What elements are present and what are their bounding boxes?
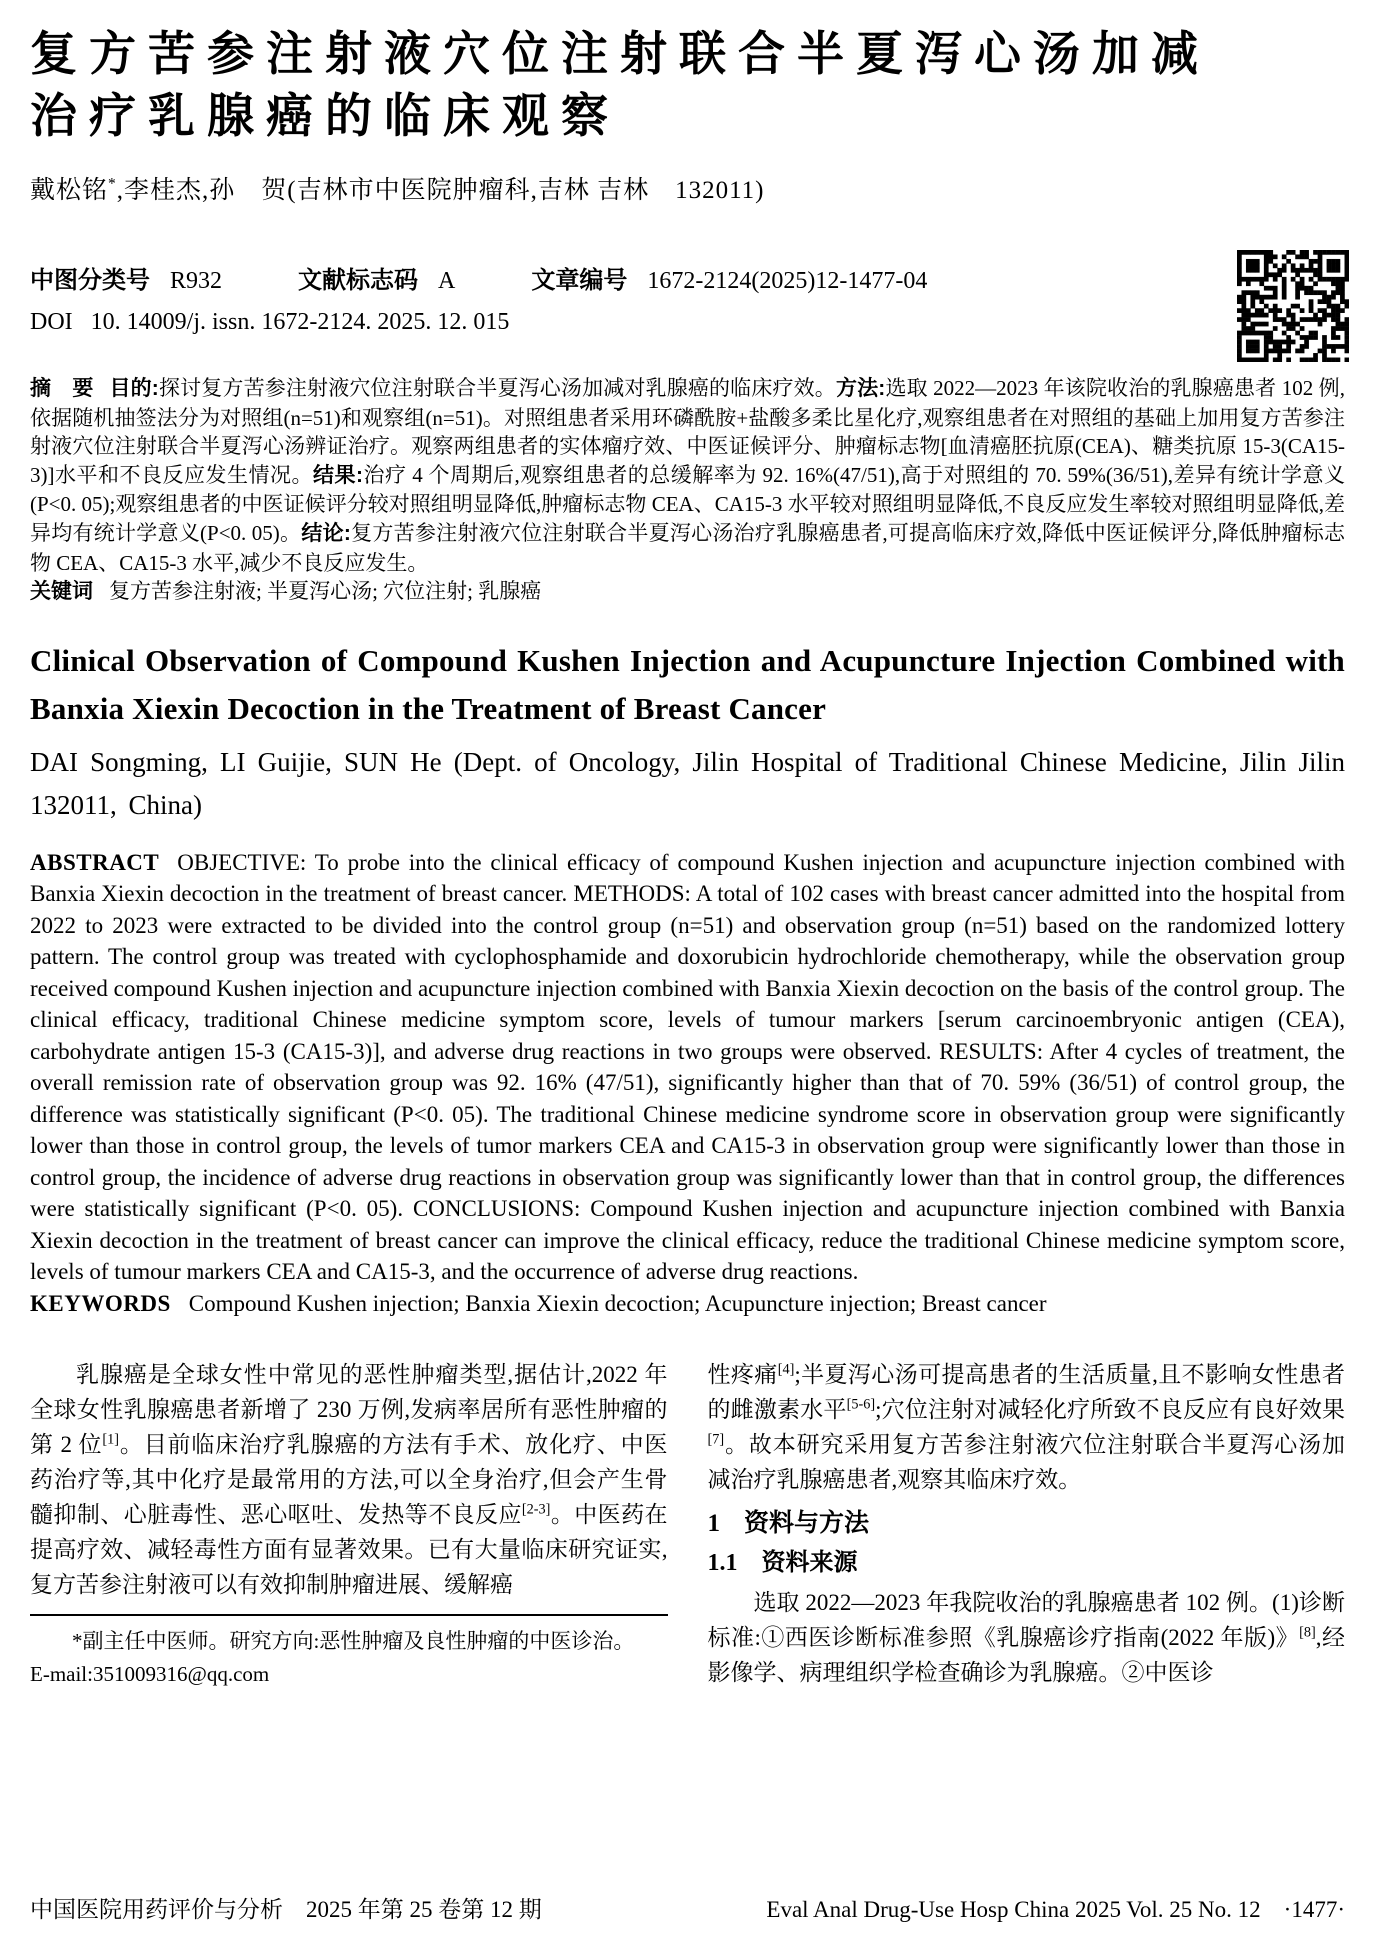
qr-code — [1237, 250, 1349, 362]
body-column-left — [30, 1357, 668, 1691]
page-footer — [30, 1891, 1345, 1924]
footer-journal-en: Eval Anal Drug-Use Hosp China 2025 Vol. 25 No. 12 ·1477· — [766, 1897, 1345, 1922]
abstract-methods-text: 选取 2022—2023 年该院收治的乳腺癌患者 102 例,依据随机抽签法分为对照组(n=51)和观察组(n=51)。对照组患者采用环磷酰胺+盐酸多柔比星化疗,观察组患者在对照组的基础上加用复方苦参注射液穴位注射联合半夏泻心汤辨证治疗。观察两组患者的实体瘤疗效、中医证候评分、肿瘤标志物[血清癌胚抗原(CEA)、糖类抗原 15-3(CA15-3)]水平和不良反应发生情况。 — [30, 376, 1346, 487]
authors-en: DAI Songming, LI Guijie, SUN He (Dept. of Oncology, Jilin Hospital of Traditional Chinese Medicine, Jilin Jilin 132011, China) — [30, 746, 1345, 820]
section-heading-1 — [708, 1506, 1346, 1541]
article-title-en: Clinical Observation of Compound Kushen Injection and Acupuncture Injection Combined with Banxia Xiexin Decoction in the Treatment of Breast Cancer — [30, 642, 1345, 726]
keywords-en — [30, 1288, 1345, 1320]
doi-label: DOI — [30, 309, 73, 335]
article-meta-row — [30, 260, 1345, 295]
keywords-cn-text: 复方苦参注射液; 半夏泻心汤; 穴位注射; 乳腺癌 — [109, 579, 542, 604]
abstract-en — [30, 847, 1345, 1288]
abstract-results-text: 治疗 4 个周期后,观察组患者的总缓解率为 92. 16%(47/51),高于对照组的 70. 59%(36/51),差异有统计学意义(P<0. 05);观察组患者的中医证候评分较对照组明显降低,肿瘤标志物 CEA、CA15-3 水平较对照组明显降低,不良反应发生率较对照组明显降低,差异均有统计学意义(P<0. 05)。 — [30, 462, 1345, 545]
section-1-title: 资料与方法 — [744, 1509, 870, 1538]
article-title-cn-line1: 复方苦参注射液穴位注射联合半夏泻心汤加减 — [30, 27, 1210, 82]
document-code-value: A — [438, 268, 456, 294]
section-1-number: 1 — [707, 1510, 720, 1538]
footer-journal-cn: 中国医院用药评价与分析 2025 年第 25 卷第 12 期 — [30, 1897, 542, 1922]
doi-value: 10. 14009/j. issn. 1672-2124. 2025. 12. 015 — [90, 309, 510, 335]
article-id — [531, 260, 927, 295]
document-code-label: 文献标志码 — [298, 267, 419, 294]
keywords-en-label: KEYWORDS — [30, 1290, 171, 1316]
intro-paragraph-right: 性疼痛[4];半夏泻心汤可提高患者的生活质量,且不影响女性患者的雌激素水平[5-6];穴位注射对减轻化疗所致不良反应有良好效果[7]。故本研究采用复方苦参注射液穴位注射联合半夏泻心汤加减治疗乳腺癌患者,观察其临床疗效。 — [707, 1361, 1346, 1493]
abstract-conclusions-text: 复方苦参注射液穴位注射联合半夏泻心汤治疗乳腺癌患者,可提高临床疗效,降低中医证候评分,降低肿瘤标志物 CEA、CA15-3 水平,减少不良反应发生。 — [30, 520, 1346, 575]
article-id-value: 1672-2124(2025)12-1477-04 — [647, 268, 928, 294]
doi-row — [30, 309, 1345, 336]
section-heading-1-1 — [708, 1545, 1346, 1581]
abstract-cn — [30, 374, 1345, 577]
footnote-email: E-mail:351009316@qq.com — [30, 1662, 270, 1687]
body-column-right — [708, 1357, 1346, 1691]
keywords-cn — [30, 577, 1345, 607]
methods-paragraph: 选取 2022—2023 年我院收治的乳腺癌患者 102 例。(1)诊断标准:①西医诊断标准参照《乳腺癌诊疗指南(2022 年版)》[8],经影像学、病理组织学检查确诊为乳腺癌。②中医诊 — [707, 1590, 1346, 1686]
clc-number — [30, 260, 222, 295]
abstract-en-text: OBJECTIVE: To probe into the clinical efficacy of compound Kushen injection and acupuncture injection combined with Banxia Xiexin decoction in the treatment of breast cancer. METHODS: A total of 102 cases with breast cancer admitted into the hospital from 2022 to 2023 were extracted to be divided into the control group (n=51) and observation group (n=51) based on the randomized lottery pattern. The control group was treated with cyclophosphamide and doxorubicin hydrochloride chemotherapy, while the observation group received compound Kushen injection and acupuncture injection combined with Banxia Xiexin decoction on the basis of the control group. The clinical efficacy, traditional Chinese medicine symptom score, levels of tumour markers [serum carcinoembryonic antigen (CEA), carbohydrate antigen 15-3 (CA15-3)], and adverse drug reactions in two groups were observed. RESULTS: After 4 cycles of treatment, the overall remission rate of observation group was 92. 16% (47/51), significantly higher than that of 70. 59% (36/51) of control group, the difference was statistically significant (P<0. 05). The traditional Chinese medicine syndrome score in observation group were significantly lower than those in control group, the levels of tumor markers CEA and CA15-3 in observation group were significantly lower than those in control group, the incidence of adverse drug reactions in observation group was significantly lower than that in control group, the differences were statistically significant (P<0. 05). CONCLUSIONS: Compound Kushen injection and acupuncture injection combined with Banxia Xiexin decoction in the treatment of breast cancer can improve the clinical efficacy, reduce the traditional Chinese medicine symptom score, levels of tumour markers CEA and CA15-3, and the occurrence of adverse drug reactions. — [30, 849, 1345, 1285]
abstract-objective-label: 目的: — [109, 377, 159, 400]
article-title-cn-line2: 治疗乳腺癌的临床观察 — [30, 89, 620, 144]
authors-cn — [30, 170, 1345, 206]
article-id-label: 文章编号 — [531, 267, 628, 294]
footnote-block — [30, 1614, 668, 1691]
authors-affiliation: ,李桂杰,孙 贺(吉林市中医院肿瘤科,吉林 吉林 132011) — [116, 177, 765, 204]
corresponding-author-mark: * — [108, 175, 117, 193]
abstract-cn-label: 摘 要 — [30, 377, 94, 400]
author-name: 戴松铭 — [30, 177, 109, 204]
intro-paragraph-left: 乳腺癌是全球女性中常见的恶性肿瘤类型,据估计,2022 年全球女性乳腺癌患者新增了 230 万例,发病率居所有恶性肿瘤的第 2 位[1]。目前临床治疗乳腺癌的方法有手术、放化疗、中医药治疗等,其中化疗是最常用的方法,可以全身治疗,但会产生骨髓抑制、心脏毒性、恶心呕吐、发热等不良反应[2-3]。中医药在提高疗效、减轻毒性方面有显著效果。已有大量临床研究证实,复方苦参注射液可以有效抑制肿瘤进展、缓解癌 — [30, 1362, 668, 1598]
abstract-objective-text: 探讨复方苦参注射液穴位注射联合半夏泻心汤加减对乳腺癌的临床疗效。 — [158, 376, 836, 400]
keywords-en-text: Compound Kushen injection; Banxia Xiexin decoction; Acupuncture injection; Breast cancer — [188, 1290, 1047, 1316]
body-columns — [30, 1357, 1345, 1691]
qr-code-image — [1237, 250, 1349, 362]
document-code — [298, 260, 455, 295]
abstract-methods-label: 方法: — [835, 377, 886, 400]
section-1-1-title: 资料来源 — [761, 1549, 858, 1577]
article-title-cn — [30, 24, 1345, 148]
abstract-conclusions-label: 结论: — [301, 521, 351, 545]
clc-value: R932 — [170, 268, 223, 294]
footnote-author-note: *副主任中医师。研究方向:恶性肿瘤及良性肿瘤的中医诊治。 — [72, 1629, 635, 1654]
footnote-rule — [30, 1614, 668, 1616]
clc-label: 中图分类号 — [30, 267, 150, 294]
abstract-en-label: ABSTRACT — [30, 849, 160, 875]
section-1-1-number: 1.1 — [707, 1550, 738, 1577]
keywords-cn-label: 关键词 — [30, 580, 93, 604]
abstract-results-label: 结果: — [313, 463, 364, 487]
